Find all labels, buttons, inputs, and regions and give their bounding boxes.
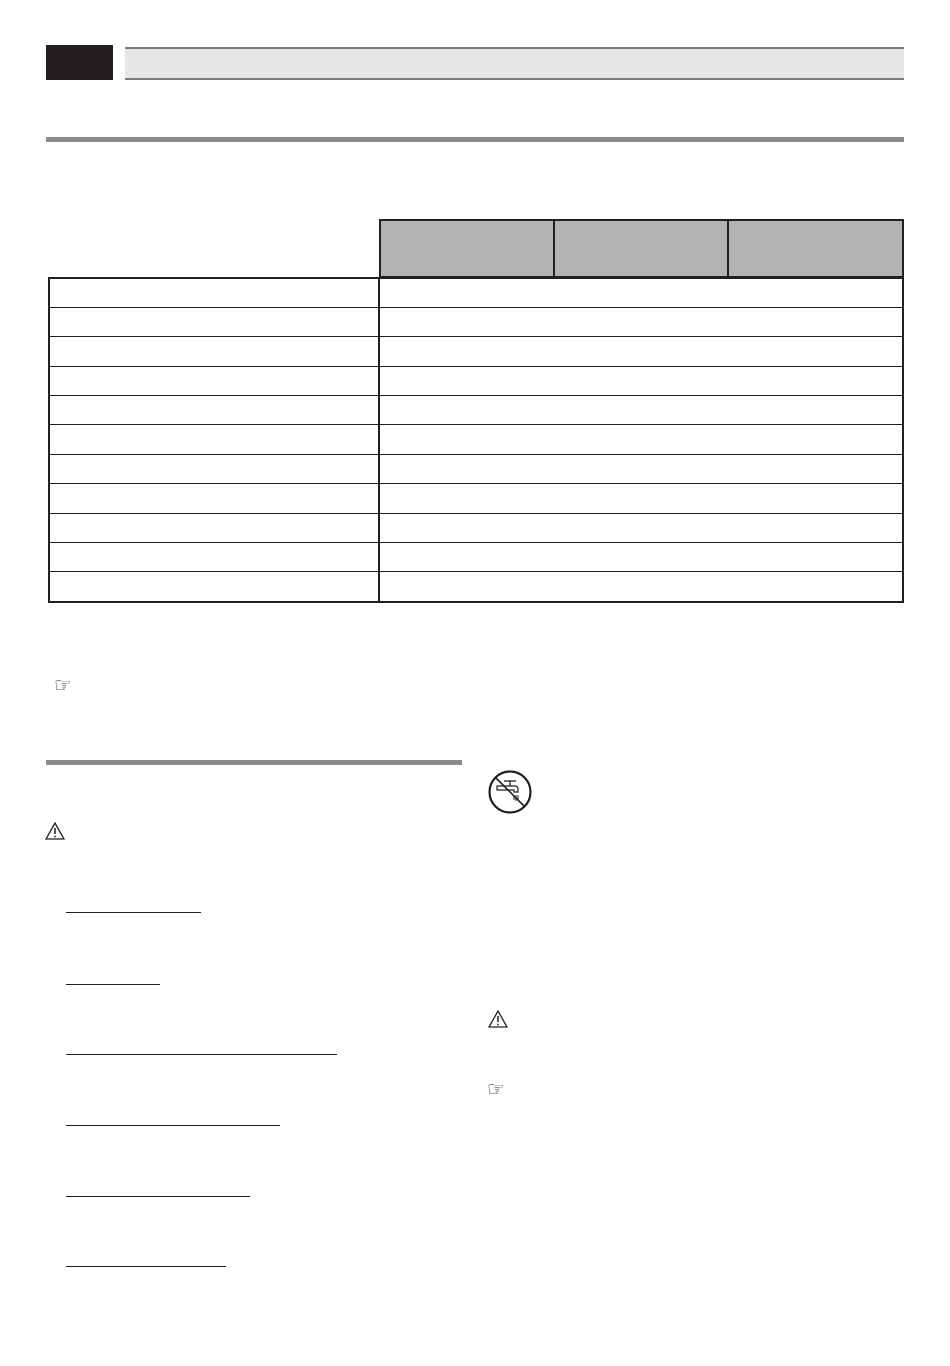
pointing-hand-icon: ☞ bbox=[54, 673, 72, 697]
table-row bbox=[50, 307, 902, 308]
underlined-heading-6 bbox=[66, 1266, 226, 1267]
section-divider bbox=[46, 137, 904, 142]
underlined-heading-1 bbox=[66, 912, 201, 913]
table-row bbox=[50, 513, 902, 514]
underlined-heading-2 bbox=[66, 984, 160, 985]
table-column-header-3 bbox=[727, 219, 904, 278]
spec-table bbox=[48, 277, 904, 603]
table-row bbox=[50, 454, 902, 455]
subsection-divider bbox=[46, 760, 462, 765]
table-row bbox=[50, 571, 902, 572]
underlined-heading-4 bbox=[66, 1125, 280, 1126]
table-row bbox=[50, 366, 902, 367]
table-row bbox=[50, 336, 902, 337]
warning-triangle-icon bbox=[488, 1010, 508, 1028]
table-row bbox=[50, 542, 902, 543]
warning-triangle-icon bbox=[45, 822, 65, 840]
table-row bbox=[50, 395, 902, 396]
underlined-heading-3 bbox=[66, 1054, 337, 1055]
no-tap-water-icon bbox=[487, 769, 533, 815]
table-row bbox=[50, 483, 902, 484]
table-column-header-1 bbox=[379, 219, 553, 278]
table-row bbox=[50, 424, 902, 425]
table-column-header-2 bbox=[553, 219, 727, 278]
language-tab bbox=[46, 45, 113, 80]
header-title-bar bbox=[125, 47, 904, 80]
table-column-divider bbox=[378, 277, 380, 603]
underlined-heading-5 bbox=[66, 1196, 250, 1197]
pointing-hand-icon: ☞ bbox=[487, 1077, 505, 1101]
